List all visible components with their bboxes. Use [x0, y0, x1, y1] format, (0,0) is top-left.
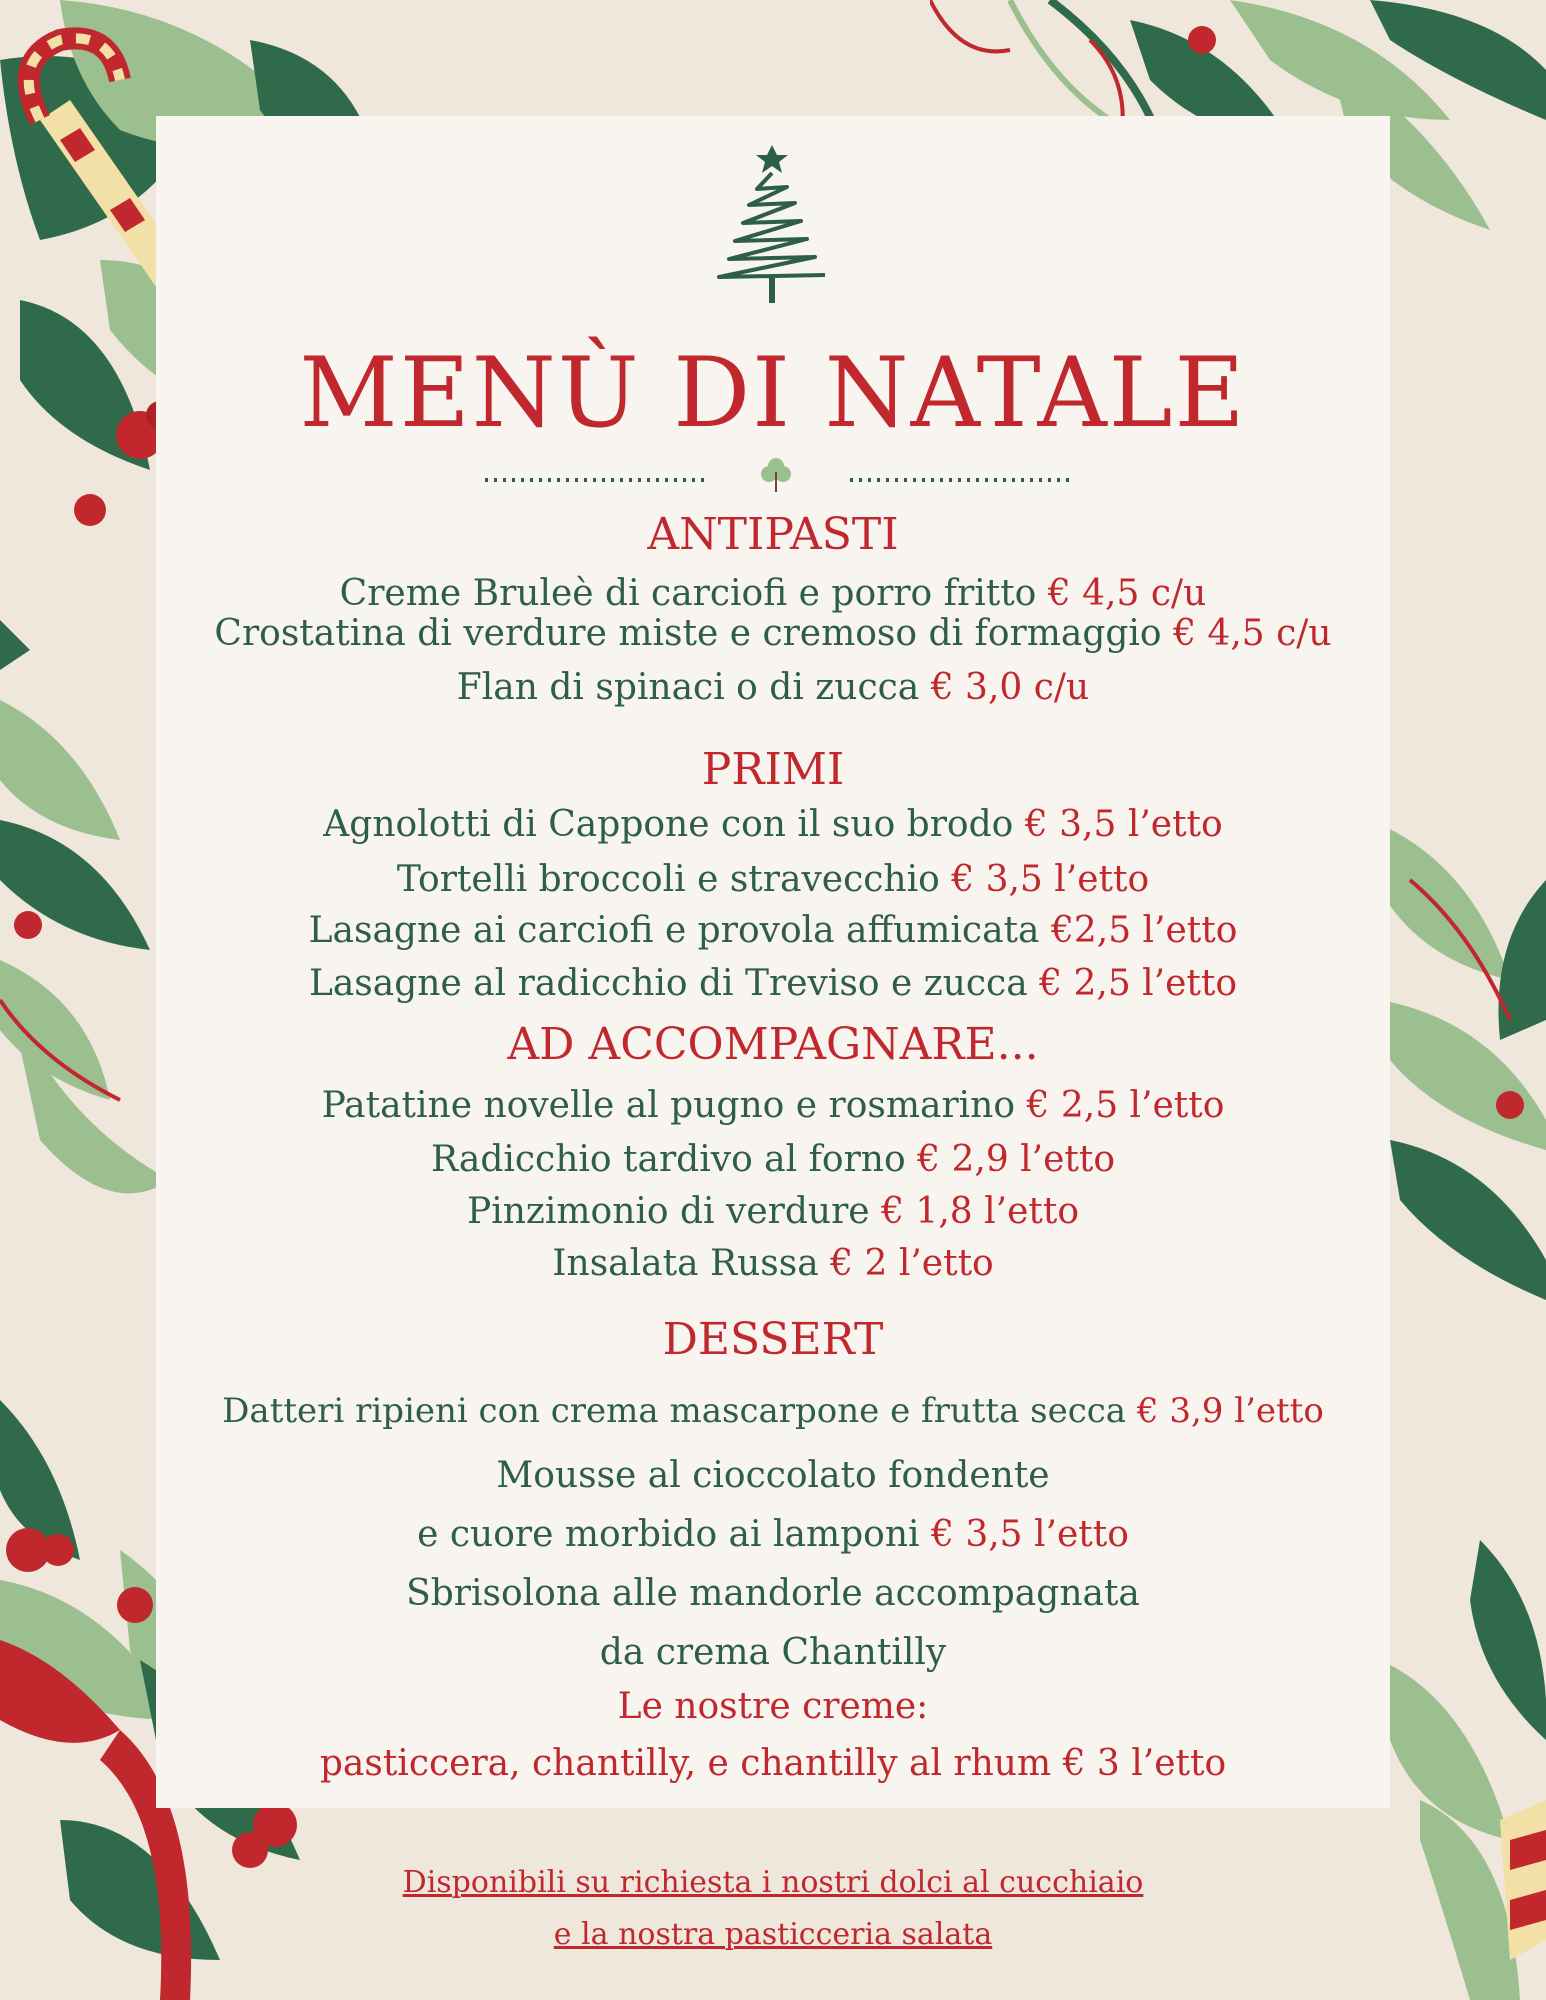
- menu-item: Agnolotti di Cappone con il suo brodo € 3,5 l’etto: [323, 804, 1223, 845]
- christmas-tree-icon: [707, 145, 837, 310]
- section-title-contorni: AD ACCOMPAGNARE...: [507, 1019, 1039, 1070]
- menu-item: Flan di spinaci o di zucca € 3,0 c/u: [456, 667, 1090, 708]
- section-title-dessert: DESSERT: [662, 1314, 884, 1365]
- holly-sprig-icon: [761, 458, 791, 492]
- menu-item: Radicchio tardivo al forno € 2,9 l’etto: [430, 1139, 1116, 1180]
- menu-item: Insalata Russa € 2 l’etto: [552, 1243, 994, 1284]
- menu-item: pasticcera, chantilly, e chantilly al rhum € 3 l’etto: [319, 1743, 1227, 1784]
- menu-item: Mousse al cioccolato fondente: [496, 1455, 1050, 1496]
- menu-item-creme-title: Le nostre creme:: [617, 1686, 929, 1727]
- menu-item: Creme Bruleè di carciofi e porro fritto € 4,5 c/u: [339, 573, 1207, 614]
- footer-note-line2: e la nostra pasticceria salata: [553, 1917, 993, 1952]
- page-title: MENÙ DI NATALE: [299, 337, 1247, 449]
- section-title-primi: PRIMI: [701, 744, 845, 795]
- menu-item: Datteri ripieni con crema mascarpone e frutta secca € 3,9 l’etto: [222, 1391, 1324, 1431]
- menu-item: Lasagne al radicchio di Treviso e zucca € 2,5 l’etto: [308, 963, 1238, 1004]
- title-divider: [485, 458, 1075, 498]
- menu-item: Tortelli broccoli e stravecchio € 3,5 l’etto: [396, 859, 1150, 900]
- menu-item: Pinzimonio di verdure € 1,8 l’etto: [466, 1191, 1079, 1232]
- menu-item: da crema Chantilly: [599, 1632, 947, 1673]
- footer-note-line1: Disponibili su richiesta i nostri dolci al cucchiaio: [402, 1865, 1144, 1900]
- menu-item: Lasagne ai carciofi e provola affumicata €2,5 l’etto: [308, 910, 1238, 951]
- menu-item: Crostatina di verdure miste e cremoso di formaggio € 4,5 c/u: [214, 613, 1332, 654]
- menu-item: Sbrisolona alle mandorle accompagnata: [406, 1573, 1140, 1614]
- section-title-antipasti: ANTIPASTI: [647, 509, 899, 560]
- menu-item: e cuore morbido ai lamponi € 3,5 l’etto: [417, 1514, 1129, 1555]
- menu-item: Patatine novelle al pugno e rosmarino € 2,5 l’etto: [321, 1085, 1225, 1126]
